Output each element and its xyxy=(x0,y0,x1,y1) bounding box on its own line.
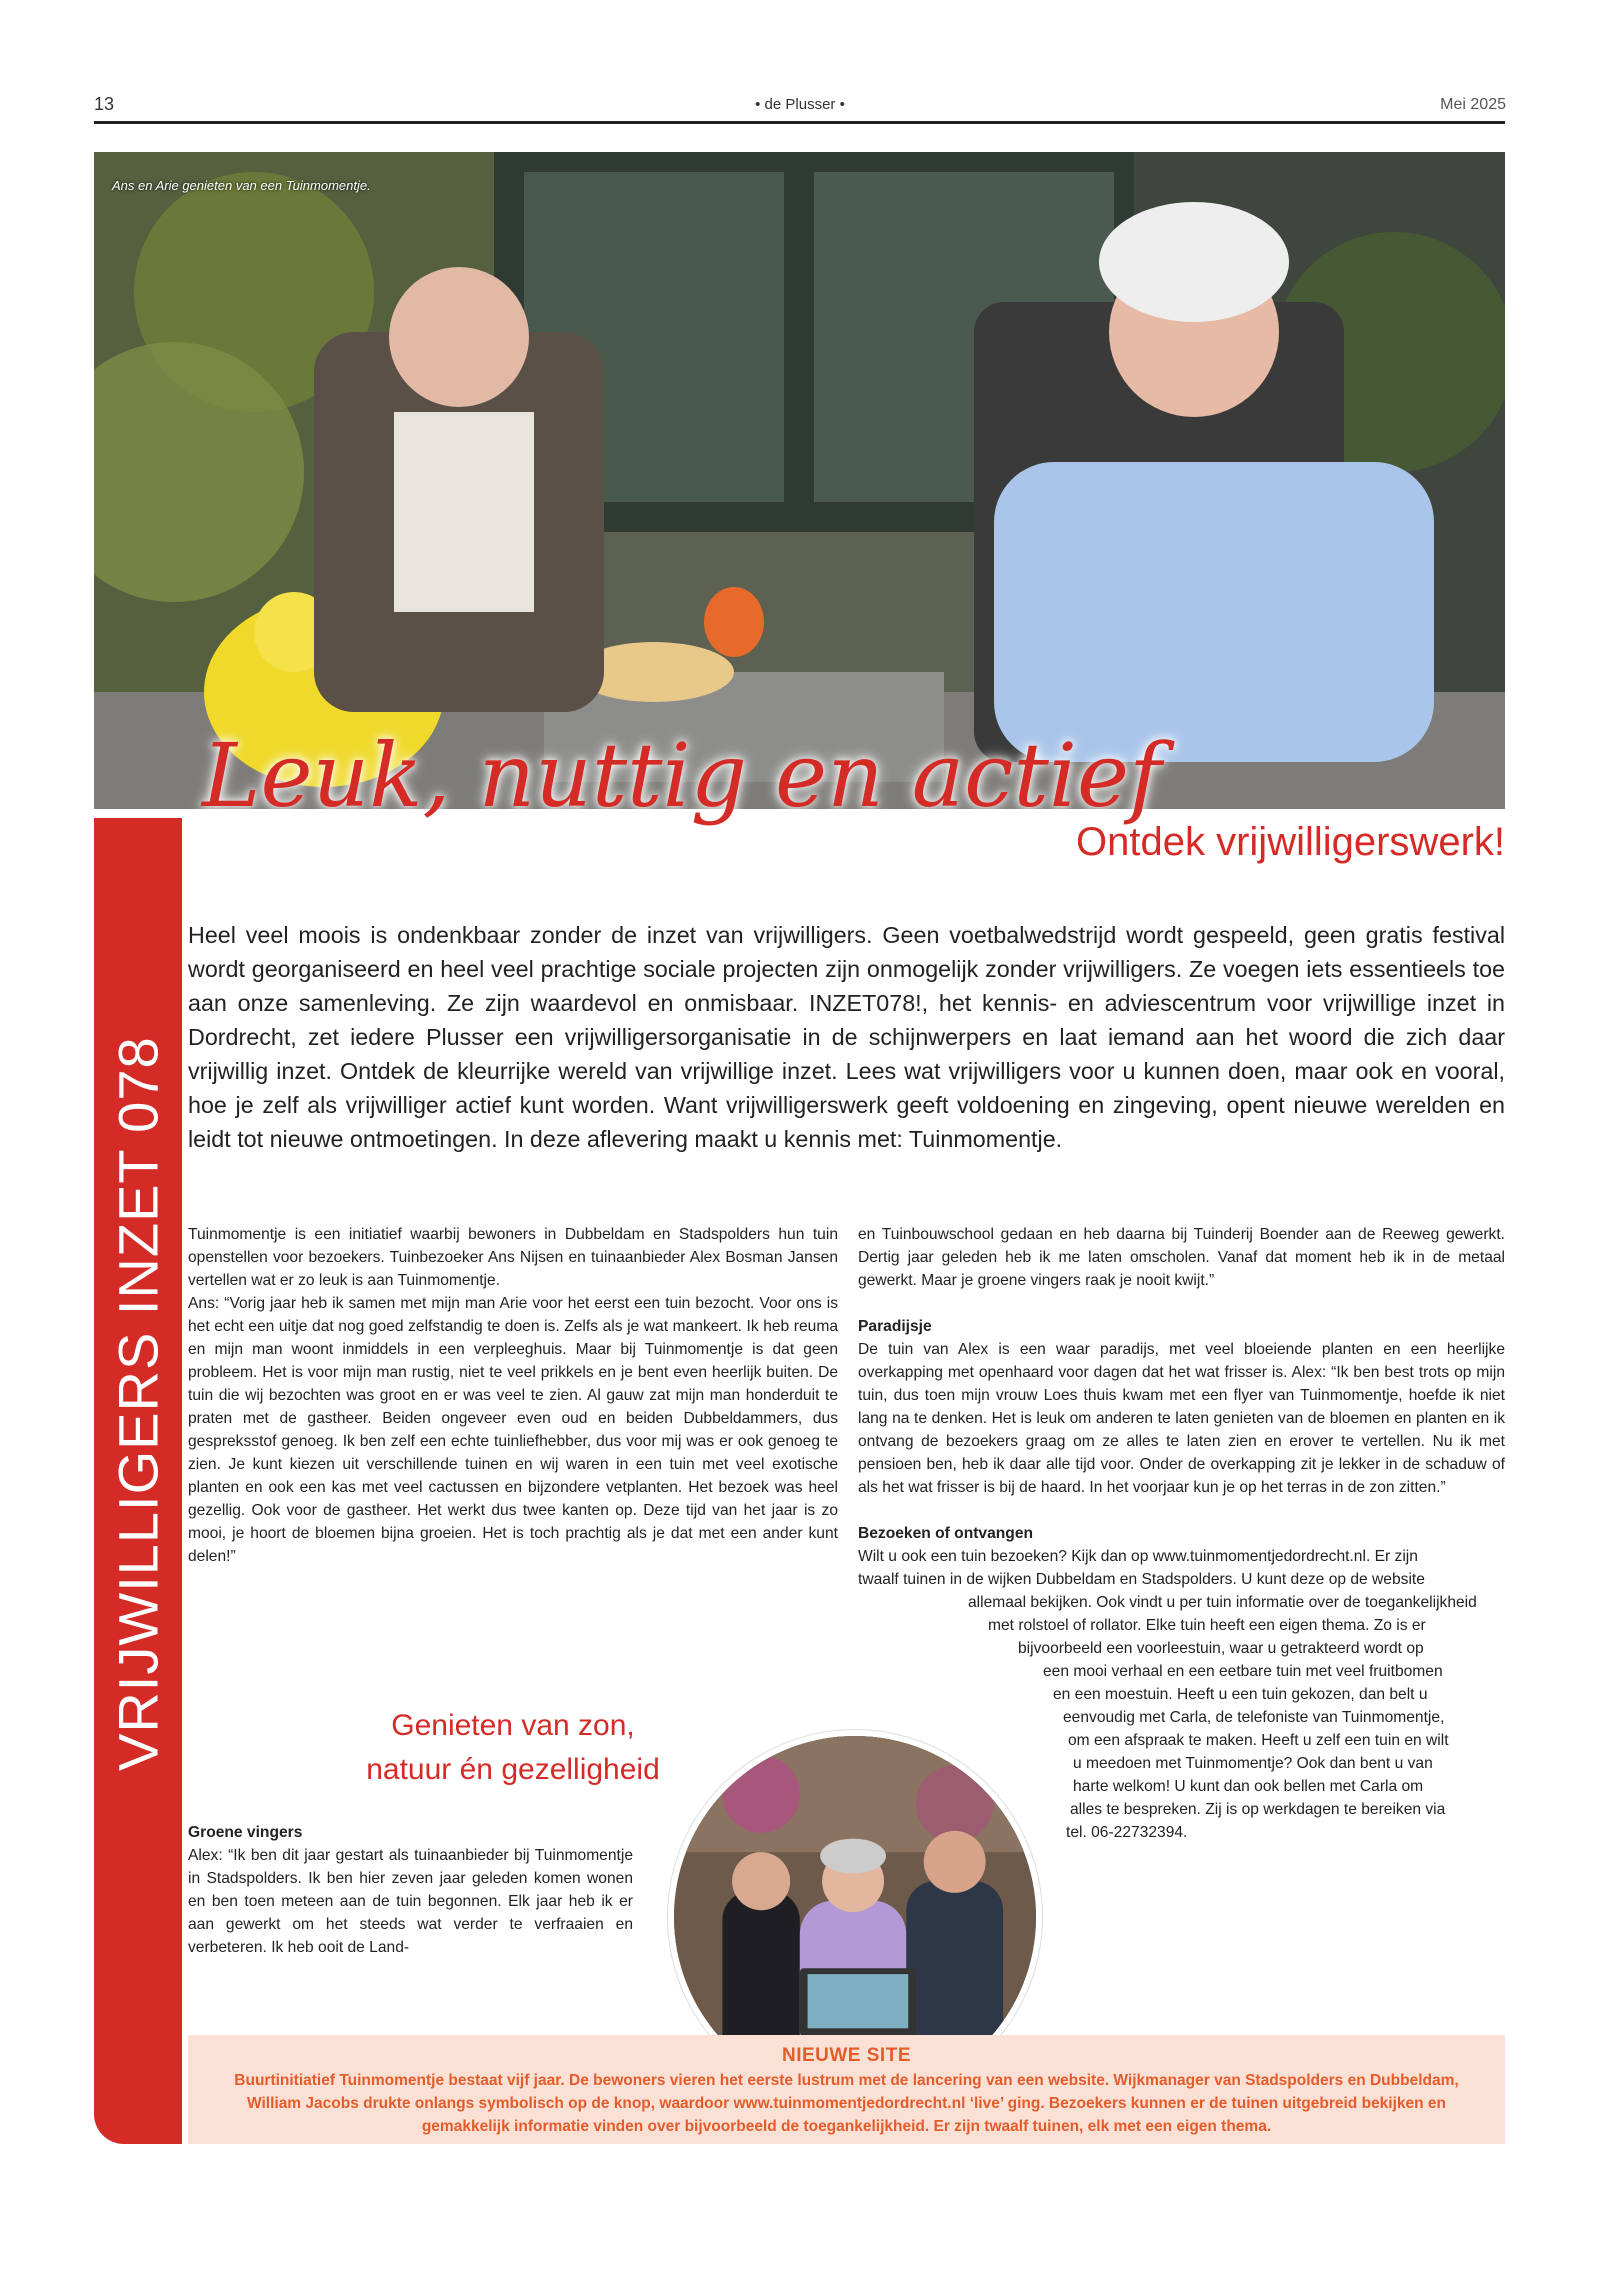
main-photo-illustration xyxy=(94,152,1505,809)
photo-caption: Ans en Arie genieten van een Tuinmomentje. xyxy=(112,178,371,193)
text-line: twaalf tuinen in de wijken Dubbeldam en Stadspolders. U kunt deze op de website xyxy=(858,1571,1425,1588)
headline-subtitle: Ontdek vrijwilligerswerk! xyxy=(1076,820,1505,864)
pull-quote-line-1: Genieten van zon, xyxy=(391,1709,635,1742)
article-column-left xyxy=(188,1223,838,1568)
right-paragraph-2: De tuin van Alex is een waar paradijs, met veel bloeiende planten en een heerlijke overkapping met openhaard voor dagen dat het wat frisser is. Alex: “Ik ben best trots op mijn tuin, dus toen mijn vrouw Loes thuis kwam met een flyer van Tuinmomentje, hoefde ik niet lang na te denken. Het is leuk om anderen te laten genieten van de bloemen en planten en ik ontvang de bezoekers graag om ze alles te laten zien en erover te vertellen. Nu ik met pensioen ben, heb ik daar alle tijd voor. Onder de overkapping zit je lekker in de schaduw of als het wat frisser is bij de haard. In het voorjaar kun je op het terras in de zon zitten.” xyxy=(858,1341,1505,1496)
text-line: Wilt u ook een tuin bezoeken? Kijk dan op www.tuinmomentjedordrecht.nl. Er zijn xyxy=(858,1548,1418,1565)
script-headline: Leuk, nuttig en actief xyxy=(202,724,1162,827)
text-line: bijvoorbeeld een voorleestuin, waar u getrakteerd wordt op xyxy=(1018,1640,1424,1657)
sidebar-label: VRIJWILLIGERS INZET 078 xyxy=(106,1036,170,1771)
subhead-groene-vingers: Groene vingers xyxy=(188,1824,303,1841)
text-line: harte welkom! U kunt dan ook bellen met Carla om xyxy=(1073,1778,1424,1795)
text-line: tel. 06-22732394. xyxy=(1066,1824,1188,1841)
text-line: om een afspraak te maken. Heeft u zelf een tuin en wilt xyxy=(1068,1732,1449,1749)
pull-quote-line-2: natuur én gezelligheid xyxy=(366,1753,660,1786)
text-line: alles te bespreken. Zij is op werkdagen te bereiken via xyxy=(1070,1801,1446,1818)
box-text: Buurtinitiatief Tuinmomentje bestaat vijf jaar. De bewoners vieren het eerste lustrum met de lancering van een website. Wijkmanager van Stadspolders en Dubbeldam, William Jacobs drukte onlangs symbolisch op de knop, waardoor www.tuinmomentjedordrecht.nl ‘live’ ging. Bezoekers kunnen er de tuinen uitgebreid bekijken en gemakkelijk informatie vinden over bijvoorbeeld de toegankelijkheid. Er zijn twaalf tuinen, elk met een eigen thema. xyxy=(234,2072,1459,2135)
text-line: met rolstoel of rollator. Elke tuin heeft een eigen thema. Zo is er xyxy=(988,1617,1426,1634)
left-paragraph-2: Ans: “Vorig jaar heb ik samen met mijn man Arie voor het eerst een tuin bezocht. Voor ons is het echt een uitje dat nog goed zelfstandig te doen is. Zelfs als je wat mankeert. Ik heb reuma en mijn man woont inmiddels in een verpleeghuis. Maar bij Tuinmomentje is dat geen probleem. Het is voor mijn man rustig, niet te veel prikkels en je bent even heerlijk buiten. De tuin die wij bezochten was groot en er was veel te zien. Al gauw zat mijn man honderduit te praten met de gastheer. Beiden ongeveer even oud en beiden Dubbeldammers, dus gespreksstof genoeg. Ik ben zelf een echte tuinliefhebber, dus voor mij was er ook genoeg te zien. Je kunt kiezen uit verschillende tuinen en wij waren in een tuin met veel exotische planten en ook een kas met veel cactussen en bijzondere vetplanten. Het bezoek was heel gezellig. Ook voor de gastheer. Het werkt dus twee kanten op. Deze tijd van het jaar is zo mooi, je hoort de bloemen bijna groeien. Het is toch prachtig als je dat met een ander kunt delen!” xyxy=(188,1295,838,1565)
header-rule xyxy=(94,121,1505,124)
subhead-bezoeken: Bezoeken of ontvangen xyxy=(858,1525,1034,1542)
left-paragraph-3: Alex: “Ik ben dit jaar gestart als tuinaanbieder bij Tuinmomentje in Stadspolders. Ik ben hier zeven jaar geleden komen wonen en ben toen meteen aan de tuin begonnen. Elk jaar heb ik er aan gewerkt om het steeds wat verder te verfraaien en verbeteren. Ik heb ooit de Land- xyxy=(188,1847,633,1956)
article-column-right xyxy=(858,1223,1505,1844)
right-paragraph-1: en Tuinbouwschool gedaan en heb daarna bij Tuinderij Boender aan de Reeweg gewerkt. Dertig jaar geleden heb ik me laten omscholen. Vanaf dat moment heb ik in de metaal gewerkt. Maar je groene vingers raak je nooit kwijt.” xyxy=(858,1226,1505,1289)
intro-paragraph: Heel veel moois is ondenkbaar zonder de inzet van vrijwilligers. Geen voetbalwedstrijd wordt gespeeld, geen gratis festival wordt georganiseerd en heel veel prachtige sociale projecten zijn onmogelijk zonder vrijwilligers. Ze voegen iets essentieels toe aan onze samenleving. Ze zijn waardevol en onmisbaar. INZET078!, het kennis- en adviescentrum voor vrijwillige inzet in Dordrecht, zet iedere Plusser een vrijwilligersorganisatie in de schijnwerpers en laat iemand aan het woord die zich daar vrijwillig inzet. Ontdek de kleurrijke wereld van vrijwillige inzet. Lees wat vrijwilligers voor u kunnen doen, maar ook en vooral, hoe je zelf als vrijwilliger actief kunt worden. Want vrijwilligerswerk geeft voldoening en zingeving, opent nieuwe werelden en leidt tot nieuwe ontmoetingen. In deze aflevering maakt u kennis met: Tuinmomentje. xyxy=(188,922,1505,1152)
main-photo xyxy=(94,152,1505,809)
article-column-left-bottom xyxy=(188,1821,633,1959)
text-line: eenvoudig met Carla, de telefoniste van Tuinmomentje, xyxy=(1063,1709,1445,1726)
text-line: en een moestuin. Heeft u een tuin gekozen, dan belt u xyxy=(1053,1686,1428,1703)
left-paragraph-1: Tuinmomentje is een initiatief waarbij bewoners in Dubbeldam en Stadspolders hun tuin openstellen voor bezoekers. Tuinbezoeker Ans Nijsen en tuinaanbieder Alex Bosman Jansen vertellen wat er zo leuk is aan Tuinmomentje. xyxy=(188,1226,838,1289)
issue-date: Mei 2025 xyxy=(1440,96,1506,113)
text-line: u meedoen met Tuinmomentje? Ook dan bent u van xyxy=(1073,1755,1433,1772)
subhead-paradijsje: Paradijsje xyxy=(858,1318,932,1335)
box-title: NIEUWE SITE xyxy=(781,2045,911,2066)
text-line: allemaal bekijken. Ook vindt u per tuin informatie over de toegankelijkheid xyxy=(968,1594,1477,1611)
publication-name: • de Plusser • xyxy=(755,96,845,113)
new-site-box xyxy=(188,2035,1505,2144)
text-line: een mooi verhaal en een eetbare tuin met veel fruitbomen xyxy=(1043,1663,1443,1680)
page-number: 13 xyxy=(94,94,115,114)
